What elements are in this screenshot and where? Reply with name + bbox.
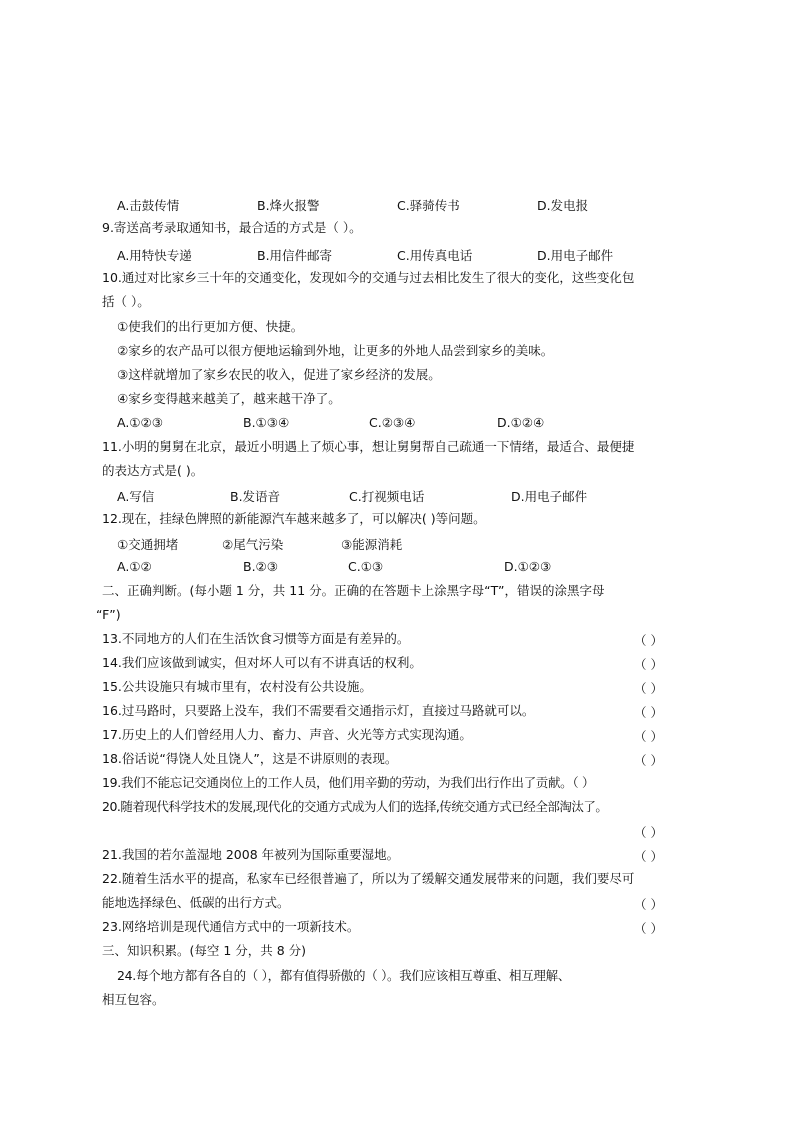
q12-option-b: B.②③ — [243, 559, 278, 574]
q12-item-3: ③能源消耗 — [341, 537, 403, 552]
q12-stem: 12.现在，挂绿色牌照的新能源汽车越来越多了，可以解决( )等问题。 — [102, 511, 486, 526]
q11-option-d: D.用电子邮件 — [511, 489, 588, 504]
q10-option-a: A.①②③ — [117, 415, 163, 430]
q13-answer-paren[interactable]: （ ） — [634, 633, 663, 648]
q9-option-c: C.用传真电话 — [397, 248, 473, 263]
q19-text: 19.我们不能忘记交通岗位上的工作人员，他们用辛勤的劳动，为我们出行作出了贡献。（ ） — [102, 775, 595, 790]
q11-stem-line1: 11.小明的舅舅在北京，最近小明遇上了烦心事，想让舅舅帮自己疏通一下情绪，最适合、最便捷 — [102, 439, 635, 454]
q22-text-line2: 能地选择绿色、低碳的出行方式。 — [102, 895, 290, 910]
q9-stem: 9.寄送高考录取通知书，最合适的方式是（ ）。 — [102, 220, 362, 235]
q21-answer-paren[interactable]: （ ） — [634, 849, 663, 864]
q18-answer-paren[interactable]: （ ） — [634, 753, 663, 768]
q8-option-d: D.发电报 — [537, 198, 589, 213]
q10-item-2: ②家乡的农产品可以很方便地运输到外地，让更多的外地人品尝到家乡的美味。 — [117, 343, 554, 358]
q11-option-b: B.发语音 — [230, 489, 281, 504]
q10-option-c: C.②③④ — [369, 415, 416, 430]
section3-heading: 三、知识积累。(每空 1 分，共 8 分) — [102, 943, 307, 958]
q24-text-line1: 24.每个地方都有各自的（ ），都有值得骄傲的（ ）。我们应该相互尊重、相互理解、 — [117, 968, 571, 983]
q9-option-a: A.用特快专递 — [117, 248, 192, 263]
q21-text: 21.我国的若尔盖湿地 2008 年被列为国际重要湿地。 — [102, 847, 400, 862]
q12-option-c: C.①③ — [348, 559, 384, 574]
q12-option-d: D.①②③ — [504, 559, 552, 574]
q12-item-1: ①交通拥堵 — [117, 537, 179, 552]
q14-text: 14.我们应该做到诚实，但对坏人可以有不讲真话的权利。 — [102, 655, 422, 670]
q10-item-4: ④家乡变得越来越美了，越来越干净了。 — [117, 391, 341, 406]
q24-text-line2: 相互包容。 — [102, 992, 165, 1007]
q23-answer-paren[interactable]: （ ） — [634, 921, 663, 936]
q18-text: 18.俗话说“得饶人处且饶人”，这是不讲原则的表现。 — [102, 751, 398, 766]
q17-text: 17.历史上的人们曾经用人力、畜力、声音、火光等方式实现沟通。 — [102, 727, 472, 742]
q16-text: 16.过马路时，只要路上没车，我们不需要看交通指示灯，直接过马路就可以。 — [102, 703, 535, 718]
q9-option-b: B.用信件邮寄 — [257, 248, 333, 263]
q22-text-line1: 22.随着生活水平的提高，私家车已经很普遍了，所以为了缓解交通发展带来的问题，我们要尽可 — [102, 871, 635, 886]
q10-option-d: D.①②④ — [497, 415, 545, 430]
q10-option-b: B.①③④ — [243, 415, 290, 430]
q12-option-a: A.①② — [117, 559, 152, 574]
q14-answer-paren[interactable]: （ ） — [634, 657, 663, 672]
section2-heading-line1: 二、正确判断。(每小题 1 分，共 11 分。正确的在答题卡上涂黑字母“T”，错误的涂黑字母 — [102, 583, 605, 598]
q17-answer-paren[interactable]: （ ） — [634, 729, 663, 744]
q22-answer-paren[interactable]: （ ） — [634, 897, 663, 912]
q11-stem-line2: 的表达方式是( )。 — [102, 463, 204, 478]
q15-text: 15.公共设施只有城市里有，农村没有公共设施。 — [102, 679, 372, 694]
q10-item-1: ①使我们的出行更加方便、快捷。 — [117, 319, 304, 334]
q20-answer-paren[interactable]: （ ） — [634, 825, 663, 840]
q11-option-a: A.写信 — [117, 489, 155, 504]
q8-option-a: A.击鼓传情 — [117, 198, 180, 213]
q10-item-3: ③这样就增加了家乡农民的收入，促进了家乡经济的发展。 — [117, 367, 441, 382]
q11-option-c: C.打视频电话 — [349, 489, 425, 504]
q10-stem-line1: 10.通过对比家乡三十年的交通变化，发现如今的交通与过去相比发生了很大的变化，这些变化包 — [102, 270, 635, 285]
q8-option-b: B.烽火报警 — [257, 198, 320, 213]
section2-heading-line2: “F”) — [96, 607, 121, 622]
q16-answer-paren[interactable]: （ ） — [634, 705, 663, 720]
q12-item-2: ②尾气污染 — [222, 537, 284, 552]
q8-option-c: C.驿骑传书 — [397, 198, 460, 213]
q20-text: 20.随着现代科学技术的发展,现代化的交通方式成为人们的选择,传统交通方式已经全部淘汰了。 — [102, 799, 608, 814]
q13-text: 13.不同地方的人们在生活饮食习惯等方面是有差异的。 — [102, 631, 410, 646]
q23-text: 23.网络培训是现代通信方式中的一项新技术。 — [102, 919, 360, 934]
q9-option-d: D.用电子邮件 — [537, 248, 614, 263]
q10-stem-line2: 括（ ）。 — [102, 294, 150, 309]
q15-answer-paren[interactable]: （ ） — [634, 681, 663, 696]
